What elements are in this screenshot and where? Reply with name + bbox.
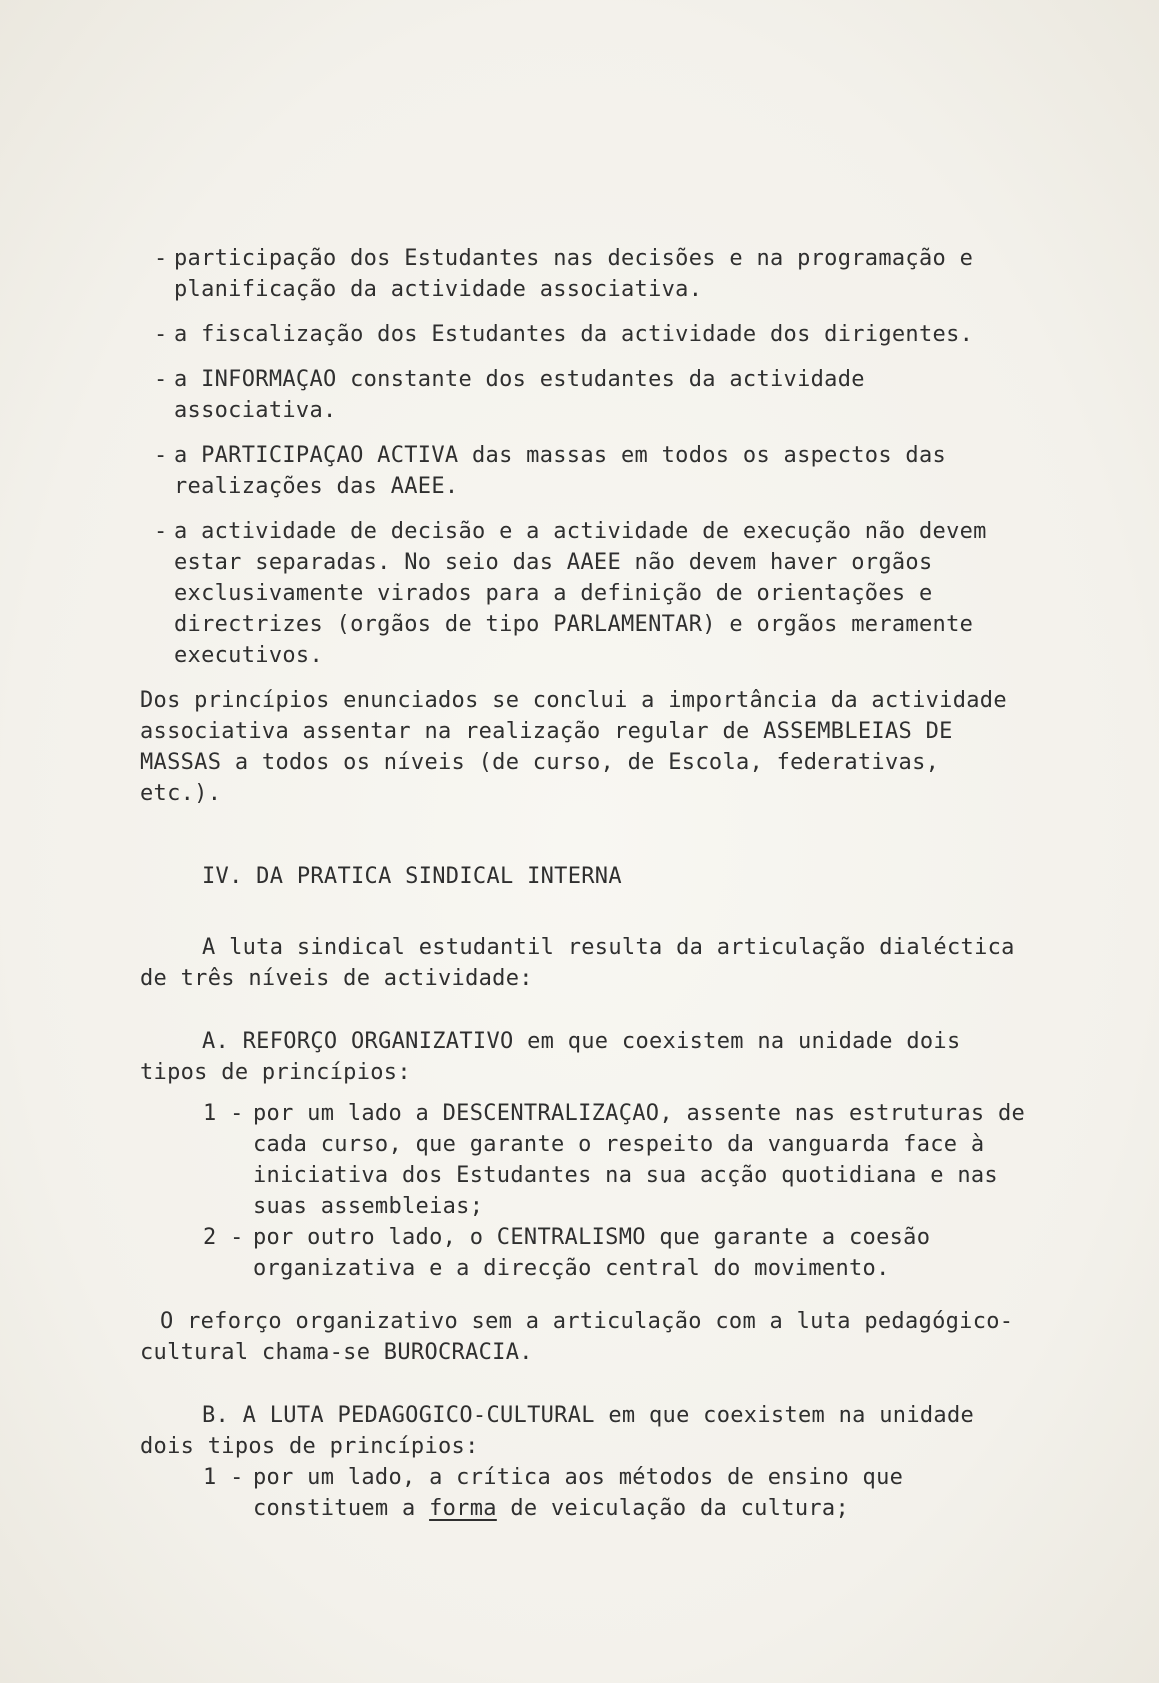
list-item (140, 243, 1030, 305)
numbered-item (140, 1222, 1030, 1284)
list-item-text: a PARTICIPAÇAO ACTIVA das massas em todos os aspectos das realizações das AAEE. (174, 443, 947, 499)
list-item-text: participação dos Estudantes nas decisões e na programação e planificação da actividade associativa. (174, 246, 974, 302)
list-marker: - (154, 246, 168, 271)
underlined-word: forma (429, 1496, 497, 1521)
document-body (140, 243, 1030, 1524)
item-text-before: por um lado, a crítica aos métodos de ensino que constituem a (253, 1465, 904, 1521)
list-item-text: a fiscalização dos Estudantes da actividade dos dirigentes. (174, 322, 974, 347)
list-marker: - (154, 519, 168, 544)
list-marker: - (154, 443, 168, 468)
item-number: 2 - (203, 1225, 244, 1250)
bureaucracy-paragraph: O reforço organizativo sem a articulação com a luta pedagógico-cultural chama-se BUROCRACIA. (140, 1309, 1014, 1365)
list-item-text: a INFORMAÇAO constante dos estudantes da actividade associativa. (174, 367, 865, 423)
list-item-text: a actividade de decisão e a actividade de execução não devem estar separadas. No seio das AAEE não devem haver orgãos exclusivamente virados para a definição de orientações e directrizes (orgãos de tipo PARLAMENTAR) e orgãos meramente executivos. (174, 519, 987, 668)
list-marker: - (154, 322, 168, 347)
list-marker: - (154, 367, 168, 392)
item-number: 1 - (203, 1101, 244, 1126)
conclusion-paragraph: Dos princípios enunciados se conclui a importância da actividade associativa assentar na realização regular de ASSEMBLEIAS DE MASSAS a todos os níveis (de curso, de Escola, federativas, etc.). (140, 688, 1007, 806)
list-item (140, 319, 1030, 350)
part-b-intro: B. A LUTA PEDAGOGICO-CULTURAL em que coexistem na unidade dois tipos de princípios: (140, 1403, 975, 1459)
item-text-after: de veiculação da cultura; (510, 1496, 850, 1521)
list-item (140, 440, 1030, 502)
section-intro: A luta sindical estudantil resulta da articulação dialéctica de três níveis de actividade: (140, 935, 1015, 991)
item-number: 1 - (203, 1465, 244, 1490)
numbered-item (140, 1098, 1030, 1222)
part-a-intro: A. REFORÇO ORGANIZATIVO em que coexistem na unidade dois tipos de princípios: (140, 1029, 961, 1085)
item-text: por outro lado, o CENTRALISMO que garante a coesão organizativa e a direcção central do movimento. (253, 1225, 931, 1281)
list-item (140, 364, 1030, 426)
section-heading: IV. DA PRATICA SINDICAL INTERNA (202, 864, 622, 889)
list-item (140, 516, 1030, 671)
item-text: por um lado a DESCENTRALIZAÇAO, assente nas estruturas de cada curso, que garante o respeito da vanguarda face à iniciativa dos Estudantes na sua acção quotidiana e nas suas assembleias; (253, 1101, 1026, 1219)
numbered-item (140, 1462, 1030, 1524)
